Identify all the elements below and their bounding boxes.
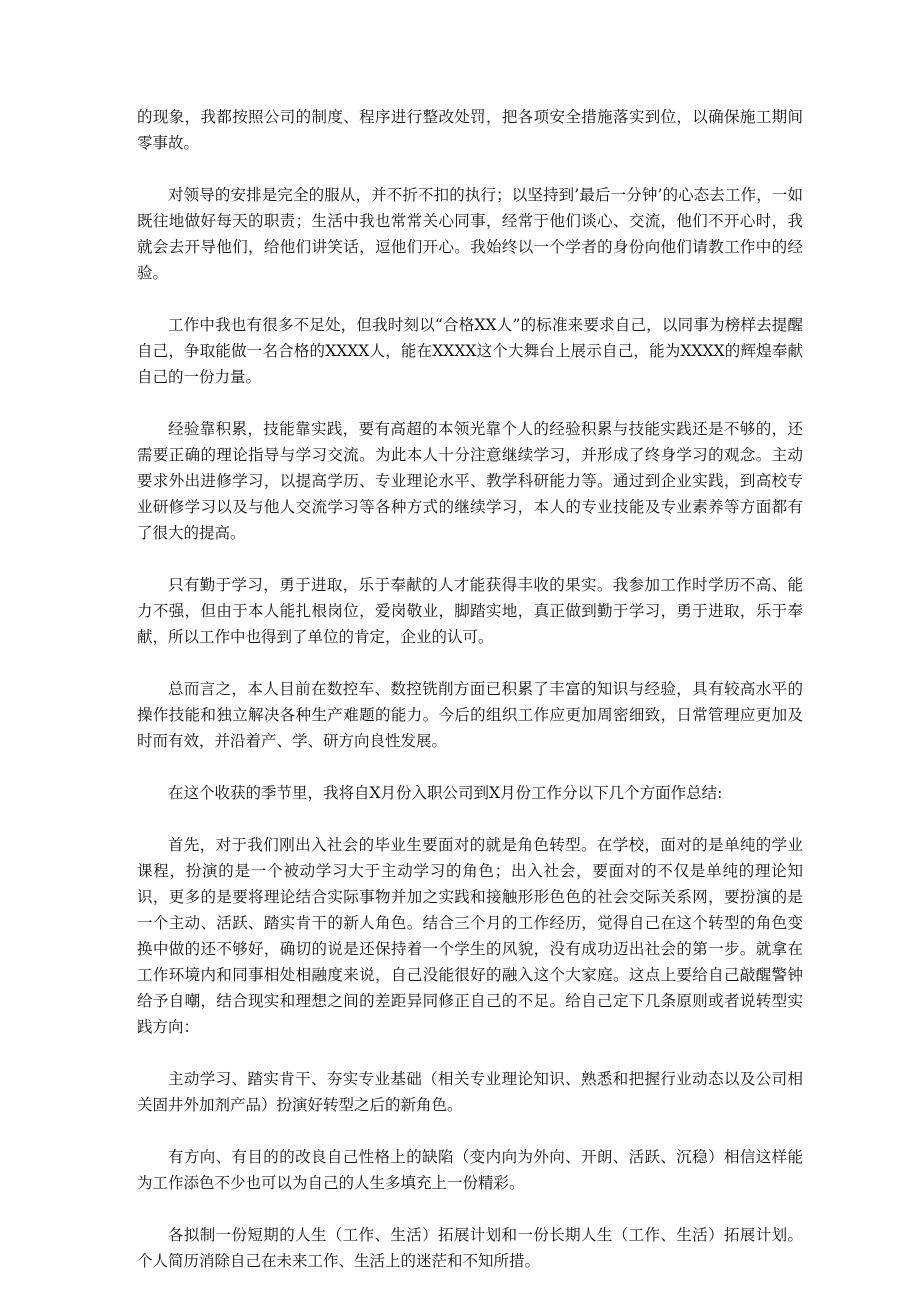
paragraph-11: 各拟制一份短期的人生（工作、生活）拓展计划和一份长期人生（工作、生活）拓展计划。个人简历消除自己在未来工作、生活上的迷茫和不知所措。 [137,1226,803,1270]
paragraph-3: 工作中我也有很多不足处，但我时刻以“合格XX人”的标准来要求自己，以同事为榜样去提醒自己，争取能做一名合格的XXXX人，能在XXXX这个大舞台上展示自己，能为XXXX的辉煌奉献自己的一份力量。 [137,316,803,386]
paragraph-2: 对领导的安排是完全的服从，并不折不扣的执行；以坚持到’最后一分钟’的心态去工作，一如既往地做好每天的职责；生活中我也常常关心同事，经常于他们谈心、交流，他们不开心时，我就会去开导他们，给他们讲笑话，逗他们开心。我始终以一个学者的身份向他们请教工作中的经验。 [137,186,803,282]
paragraph-6: 总而言之，本人目前在数控车、数控铣削方面已积累了丰富的知识与经验，具有较高水平的操作技能和独立解决各种生产难题的能力。今后的组织工作应更加周密细致，日常管理应更加及时而有效，并沿着产、学、研方向良性发展。 [137,680,803,750]
paragraph-7: 在这个收获的季节里，我将自X月份入职公司到X月份工作分以下几个方面作总结: [168,784,723,802]
paragraph-10: 有方向、有目的的改良自己性格上的缺陷（变内向为外向、开朗、活跃、沉稳）相信这样能为工作添色不少也可以为自己的人生多填充上一份精彩。 [137,1148,803,1192]
paragraph-1: 的现象，我都按照公司的制度、程序进行整改处罚，把各项安全措施落实到位，以确保施工期间零事故。 [137,108,803,152]
paragraph-5: 只有勤于学习，勇于进取，乐于奉献的人才能获得丰收的果实。我参加工作时学历不高、能力不强，但由于本人能扎根岗位，爱岗敬业，脚踏实地，真正做到勤于学习，勇于进取，乐于奉献，所以工作中也得到了单位的肯定，企业的认可。 [137,576,803,646]
paragraph-8: 首先，对于我们刚出入社会的毕业生要面对的就是角色转型。在学校，面对的是单纯的学业课程，扮演的是一个被动学习大于主动学习的角色；出入社会，要面对的不仅是单纯的理论知识，更多的是要将理论结合实际事物并加之实践和接触形形色色的社会交际关系网，要扮演的是一个主动、活跃、踏实肯干的新人角色。结合三个月的工作经历，觉得自己在这个转型的角色变换中做的还不够好，确切的说是还保持着一个学生的风貌，没有成功迈出社会的第一步。就拿在工作环境内和同事相处相融度来说，自己没能很好的融入这个大家庭。这点上要给自己敲醒警钟给予自嘲，结合现实和理想之间的差距异同修正自己的不足。给自己定下几条原则或者说转型实践方向： [137,836,803,1036]
document-body [137,104,803,1274]
paragraph-4: 经验靠积累，技能靠实践，要有高超的本领光靠个人的经验积累与技能实践还是不够的，还需要正确的理论指导与学习交流。为此本人十分注意继续学习，并形成了终身学习的观念。主动要求外出进修学习，以提高学历、专业理论水平、教学科研能力等。通过到企业实践，到高校专业研修学习以及与他人交流学习等各种方式的继续学习，本人的专业技能及专业素养等方面都有了很大的提高。 [137,420,803,542]
paragraph-9: 主动学习、踏实肯干、夯实专业基础（相关专业理论知识、熟悉和把握行业动态以及公司相关固井外加剂产品）扮演好转型之后的新角色。 [137,1070,803,1114]
